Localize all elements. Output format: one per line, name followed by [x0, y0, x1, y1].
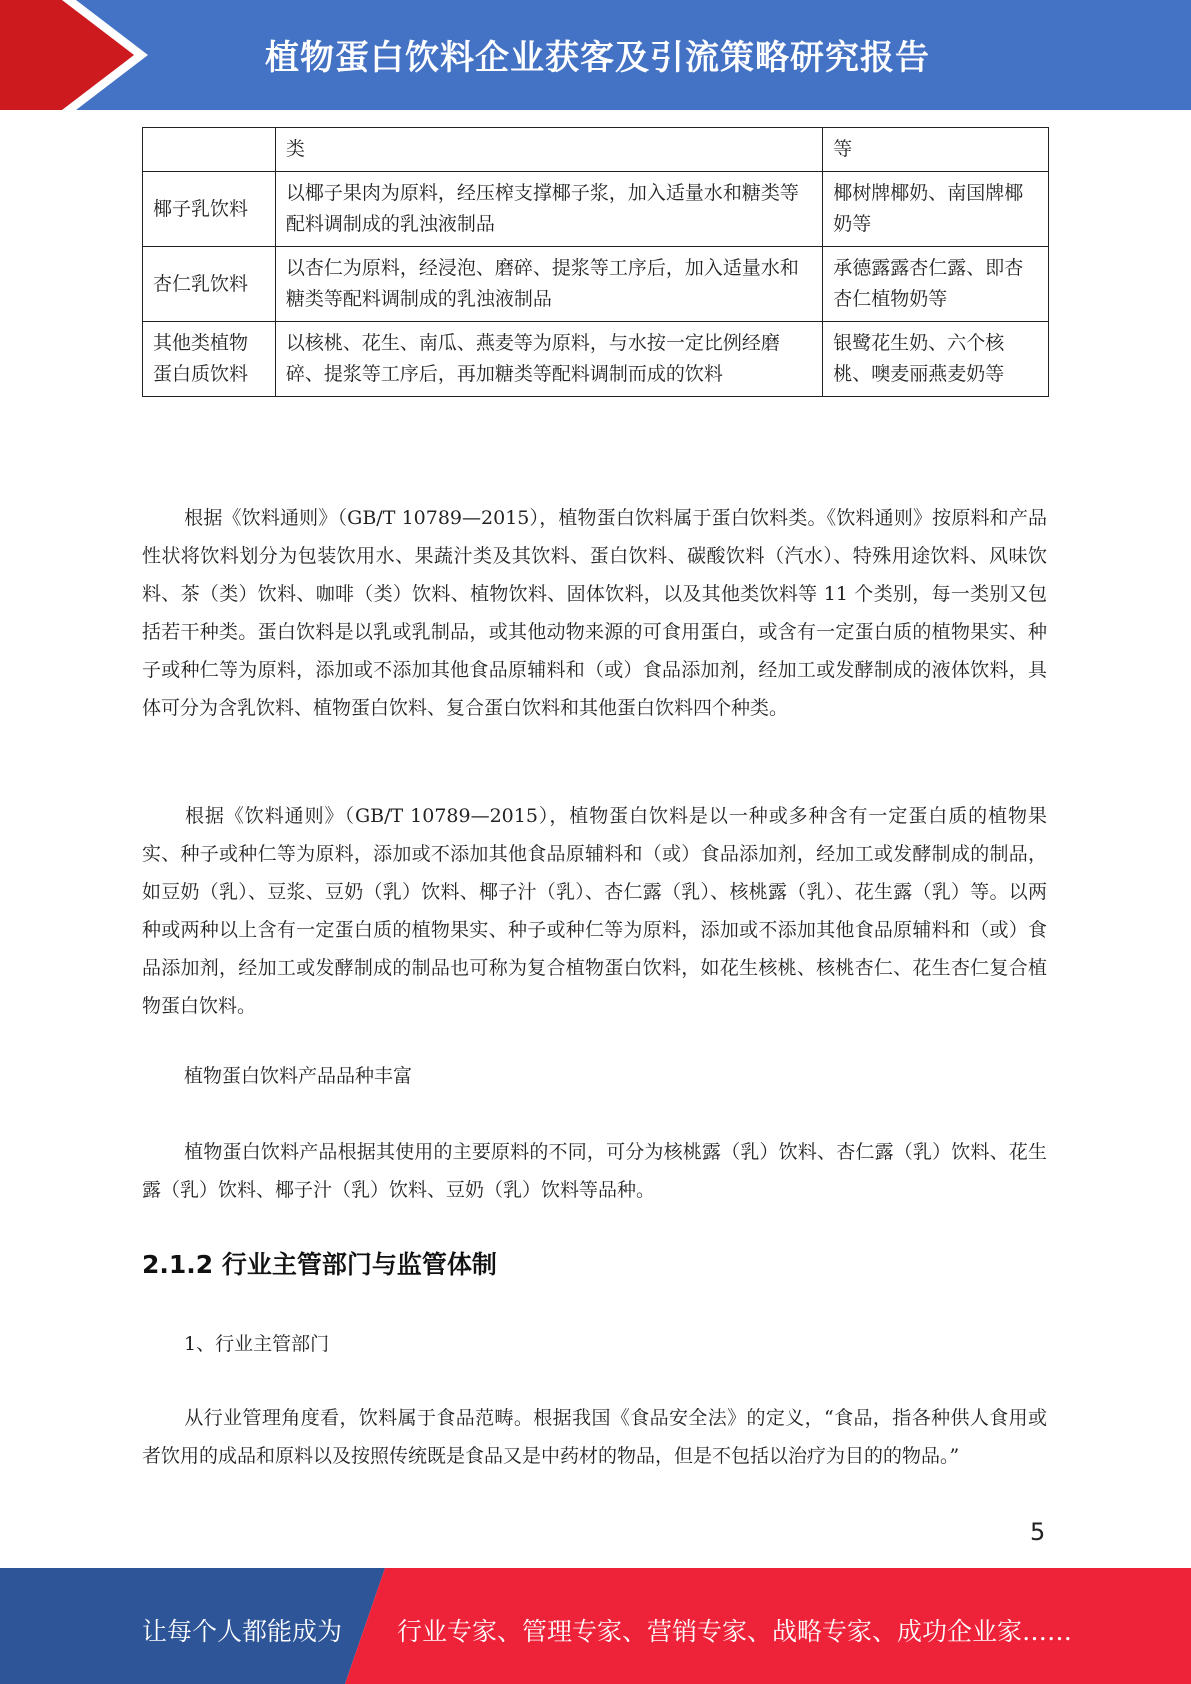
- body-paragraph: 根据《饮料通则》（GB/T 10789—2015），植物蛋白饮料是以一种或多种含有一定蛋白质的植物果实、种子或种仁等为原料，添加或不添加其他食品原辅料和（或）食品添加剂，经加工或发酵制成的制品，如豆奶（乳）、豆浆、豆奶（乳）饮料、椰子汁（乳）、杏仁露（乳）、核桃露（乳）、花生露（乳）等。以两种或两种以上含有一定蛋白质的植物果实、种子或种仁等为原料，添加或不添加其他食品原辅料和（或）食品添加剂，经加工或发酵制成的制品也可称为复合植物蛋白饮料，如花生核桃、核桃杏仁、花生杏仁复合植物蛋白饮料。: [142, 805, 1047, 1017]
- footer-slogan-left: 让每个人都能成为: [142, 1617, 343, 1646]
- table-cell: 类: [275, 128, 822, 172]
- beverage-category-table: [142, 127, 1049, 397]
- table-cell: 杏仁乳饮料: [143, 247, 276, 322]
- table-row: [143, 322, 1049, 397]
- table-cell: 等: [823, 128, 1049, 172]
- table-cell: 以杏仁为原料，经浸泡、磨碎、提浆等工序后，加入适量水和糖类等配料调制成的乳浊液制品: [275, 247, 822, 322]
- table-row: [143, 247, 1049, 322]
- body-paragraph: 从行业管理角度看，饮料属于食品范畴。根据我国《食品安全法》的定义，“食品，指各种供人食用或者饮用的成品和原料以及按照传统既是食品又是中药材的物品，但是不包括以治疗为目的的物品。”: [142, 1407, 1047, 1467]
- table-row: [143, 128, 1049, 172]
- table-cell: 以核桃、花生、南瓜、燕麦等为原料，与水按一定比例经磨碎、提浆等工序后，再加糖类等配料调制而成的饮料: [275, 322, 822, 397]
- table-cell: [143, 128, 276, 172]
- table-cell: 银鹭花生奶、六个核桃、噢麦丽燕麦奶等: [823, 322, 1049, 397]
- table-cell: 椰子乳饮料: [143, 172, 276, 247]
- page-header: [0, 0, 1191, 110]
- body-paragraph: 植物蛋白饮料产品品种丰富: [184, 1065, 413, 1087]
- body-paragraph: 根据《饮料通则》（GB/T 10789—2015），植物蛋白饮料属于蛋白饮料类。《饮料通则》按原料和产品性状将饮料划分为包装饮用水、果蔬汁类及其饮料、蛋白饮料、碳酸饮料（汽水）、特殊用途饮料、风味饮料、茶（类）饮料、咖啡（类）饮料、植物饮料、固体饮料，以及其他类饮料等 11 个类别，每一类别又包括若干种类。蛋白饮料是以乳或乳制品，或其他动物来源的可食用蛋白，或含有一定蛋白质的植物果实、种子或种仁等为原料，添加或不添加其他食品原辅料和（或）食品添加剂，经加工或发酵制成的液体饮料，具体可分为含乳饮料、植物蛋白饮料、复合蛋白饮料和其他蛋白饮料四个种类。: [142, 507, 1047, 719]
- body-paragraph: 1、行业主管部门: [184, 1333, 330, 1355]
- table-cell: 其他类植物蛋白质饮料: [143, 322, 276, 397]
- table-cell: 以椰子果肉为原料，经压榨支撑椰子浆，加入适量水和糖类等配料调制成的乳浊液制品: [275, 172, 822, 247]
- body-paragraph: 植物蛋白饮料产品根据其使用的主要原料的不同，可分为核桃露（乳）饮料、杏仁露（乳）饮料、花生露（乳）饮料、椰子汁（乳）饮料、豆奶（乳）饮料等品种。: [142, 1141, 1047, 1201]
- footer-slogan-right: 行业专家、管理专家、营销专家、战略专家、成功企业家……: [397, 1617, 1073, 1646]
- header-title: 植物蛋白饮料企业获客及引流策略研究报告: [265, 38, 930, 78]
- table-cell: 承德露露杏仁露、即杏杏仁植物奶等: [823, 247, 1049, 322]
- table-row: [143, 172, 1049, 247]
- section-heading: 2.1.2 行业主管部门与监管体制: [142, 1250, 497, 1279]
- page-number: 5: [1030, 1518, 1046, 1546]
- table-cell: 椰树牌椰奶、南国牌椰奶等: [823, 172, 1049, 247]
- page-footer: [0, 1568, 1191, 1684]
